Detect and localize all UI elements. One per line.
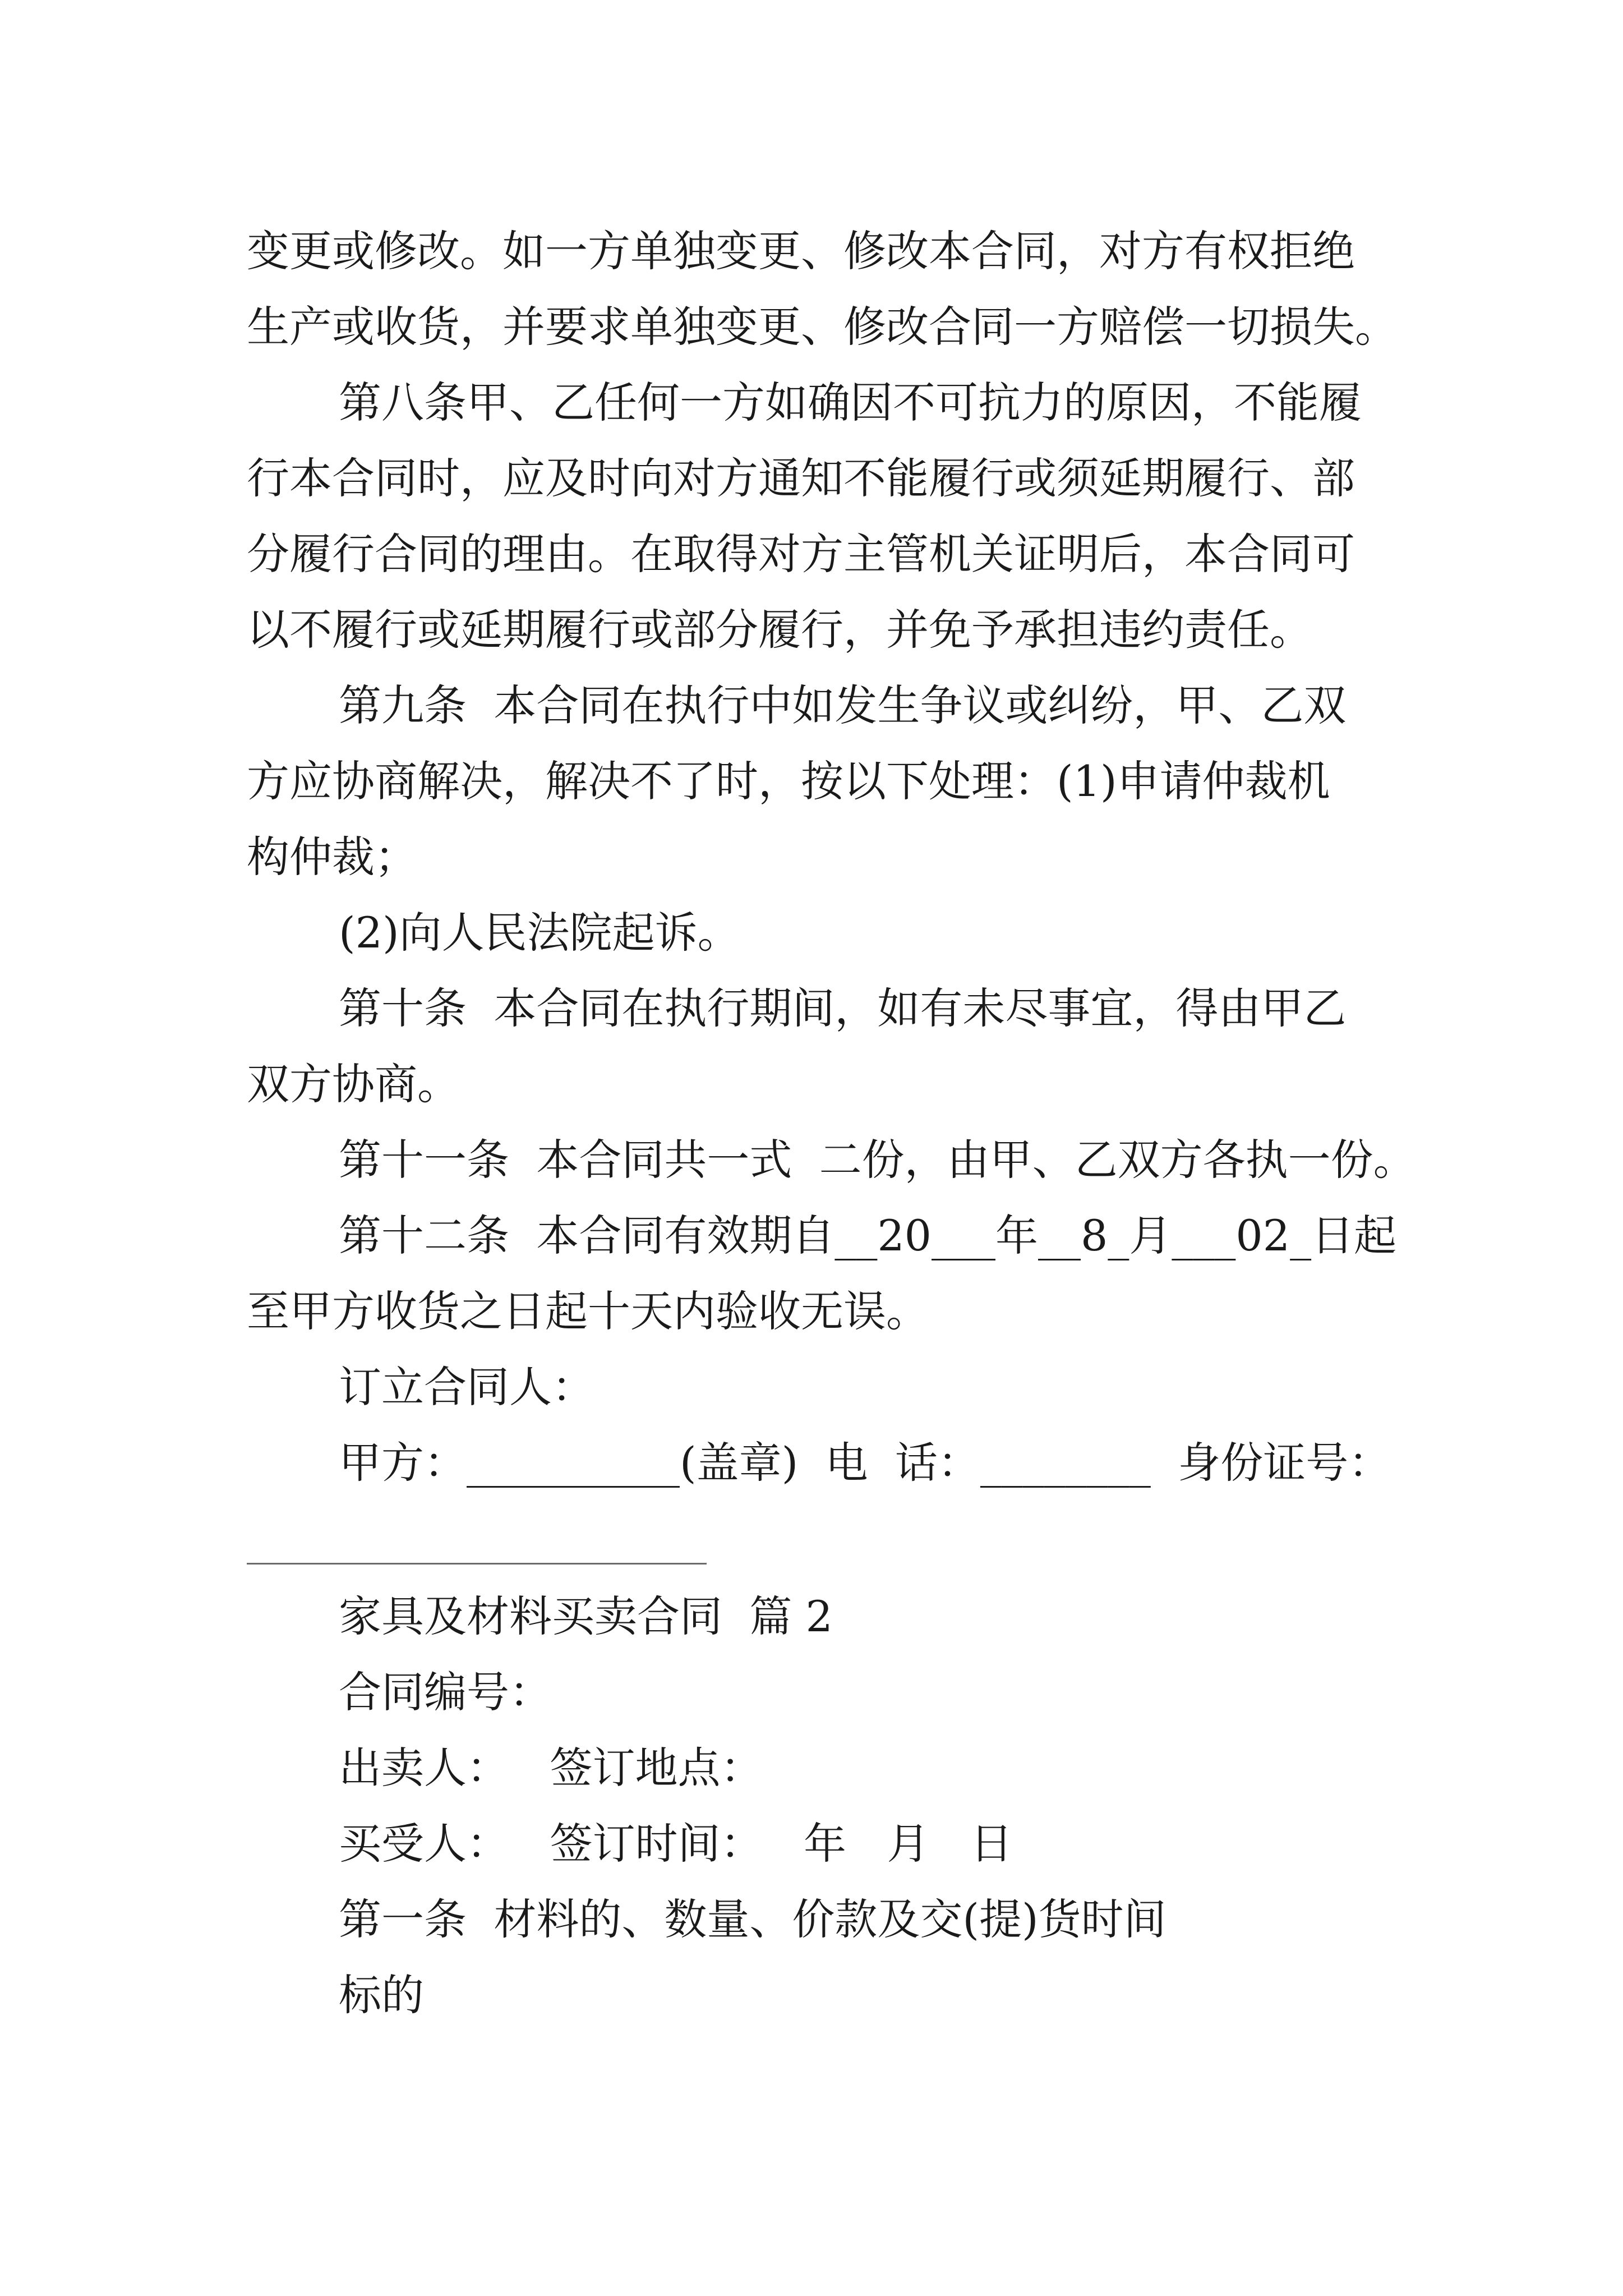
paragraph-line: 构仲裁； bbox=[247, 832, 417, 882]
article-8-heading-line: 第八条甲、乙任何一方如确因不可抗力的原因，不能履 bbox=[339, 378, 1362, 427]
seller-line: 出卖人： 签订地点： bbox=[339, 1743, 763, 1793]
contract-number-label: 合同编号： bbox=[339, 1667, 552, 1717]
article-12-line: 第十二条 本合同有效期自__20___年__8_月___02_日起 bbox=[339, 1211, 1397, 1260]
article-1-heading: 第一条 材料的、数量、价款及交(提)货时间 bbox=[339, 1894, 1166, 1944]
section-title: 家具及材料买卖合同 篇 2 bbox=[339, 1591, 833, 1641]
paragraph-line: 变更或修改。如一方单独变更、修改本合同，对方有权拒绝 bbox=[247, 226, 1355, 276]
article-11-line: 第十一条 本合同共一式 二份，由甲、乙双方各执一份。 bbox=[339, 1135, 1416, 1185]
party-a-line: 甲方：__________(盖章) 电 话：________ 身份证号： bbox=[339, 1438, 1391, 1488]
paragraph-line: 双方协商。 bbox=[247, 1059, 460, 1109]
paragraph-line: 行本合同时，应及时向对方通知不能履行或须延期履行、部 bbox=[247, 453, 1355, 503]
subject-label: 标的 bbox=[339, 1970, 424, 2020]
separator-line bbox=[247, 1563, 707, 1565]
article-10-heading-line: 第十条 本合同在执行期间，如有未尽事宜，得由甲乙 bbox=[339, 983, 1347, 1033]
paragraph-line: (2)向人民法院起诉。 bbox=[339, 908, 740, 958]
paragraph-line: 至甲方收货之日起十天内验收无误。 bbox=[247, 1286, 929, 1336]
paragraph-line: 分履行合同的理由。在取得对方主管机关证明后，本合同可 bbox=[247, 529, 1355, 579]
paragraph-line: 以不履行或延期履行或部分履行，并免予承担违约责任。 bbox=[247, 605, 1312, 655]
buyer-line: 买受人： 签订时间： 年 月 日 bbox=[339, 1819, 1013, 1869]
article-9-heading-line: 第九条 本合同在执行中如发生争议或纠纷，甲、乙双 bbox=[339, 680, 1347, 730]
paragraph-line: 生产或收货，并要求单独变更、修改合同一方赔偿一切损失。 bbox=[247, 302, 1398, 352]
signatories-label: 订立合同人： bbox=[339, 1362, 594, 1412]
paragraph-line: 方应协商解决，解决不了时，按以下处理：(1)申请仲裁机 bbox=[247, 756, 1330, 806]
